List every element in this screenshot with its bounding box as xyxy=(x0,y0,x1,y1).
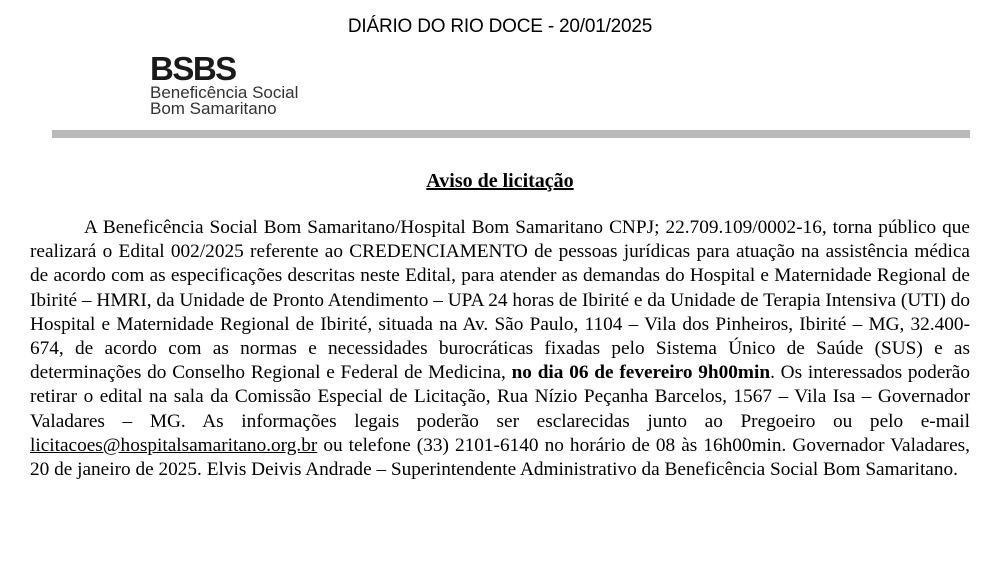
logo-name-line-2: Bom Samaritano xyxy=(150,99,277,118)
notice-text-part-3: ou telefone (33) 2101-6140 no horário de 08 às 16h00min. Governador Valadares, 20 de janeiro de 2025. Elvis Deivis Andrade – Superintendente Administrativo da Beneficência Social Bom Samaritano. xyxy=(30,434,970,481)
notice-date: no dia 06 de fevereiro 9h00min xyxy=(511,362,771,384)
organization-logo xyxy=(150,50,299,118)
notice-title: Aviso de licitação xyxy=(426,170,574,192)
notice-body xyxy=(30,216,970,482)
notice-text-part-2: . Os interessados poderão retirar o edital na sala da Comissão Especial de Licitação, Rua Nízio Peçanha Barcelos, 1567 – Vila Isa – Governador Valadares – MG. As informações legais poderão ser esclarecidas junto ao Pregoeiro ou pelo e-mail xyxy=(30,362,970,432)
logo-mark: BSBS xyxy=(150,50,236,87)
newspaper-header: DIÁRIO DO RIO DOCE - 20/01/2025 xyxy=(347,16,653,37)
header-divider xyxy=(52,130,970,138)
contact-email-link[interactable]: licitacoes@hospitalsamaritano.org.br xyxy=(30,434,318,456)
logo-name-line-1: Beneficência Social xyxy=(150,83,299,102)
notice-text-part-1: A Beneficência Social Bom Samaritano/Hospital Bom Samaritano CNPJ; 22.709.109/0002-16, torna público que realizará o Edital 002/2025 referente ao CREDENCIAMENTO de pessoas jurídicas para atuação na assistência médica de acordo com as especificações descritas neste Edital, para atender as demandas do Hospital e Maternidade Regional de Ibirité – HMRI, da Unidade de Pronto Atendimento – UPA 24 horas de Ibirité e da Unidade de Terapia Intensiva (UTI) do Hospital e Maternidade Regional de Ibirité, situada na Av. São Paulo, 1104 – Vila dos Pinheiros, Ibirité – MG, 32.400-674, de acordo com as normas e necessidades burocráticas fixadas pelo Sistema Único de Saúde (SUS) e as determinações do Conselho Regional e Federal de Medicina, xyxy=(30,217,970,384)
